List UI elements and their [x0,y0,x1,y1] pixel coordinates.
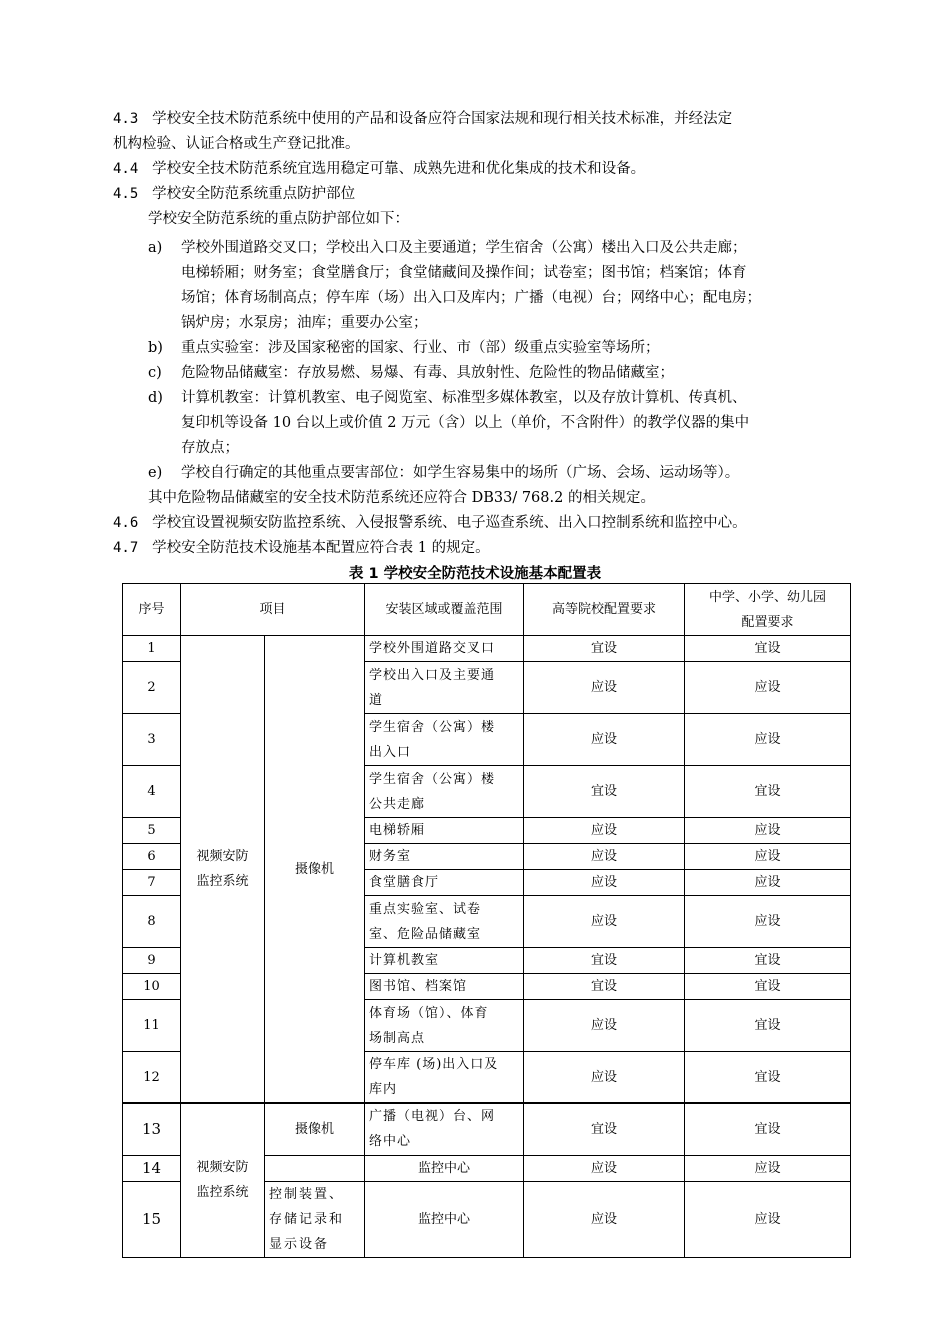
row-area-line-1: 重点实验室、试卷 [369,901,482,917]
clause-4-6 [113,513,747,533]
config-table [122,583,851,1258]
row-college: 应设 [524,1052,685,1104]
header-school-line-2: 配置要求 [741,614,794,630]
row-college: 应设 [524,896,685,948]
row-no: 14 [123,1155,181,1181]
device-line-2: 存储记录和 [269,1211,345,1227]
row-no: 6 [123,844,181,870]
device-cell: 摄像机 [265,636,365,1104]
row-area-line-2: 场制高点 [369,1030,426,1046]
list-a-line-2: 电梯轿厢；财务室；食堂膳食厅；食堂储藏间及操作间；试卷室；图书馆；档案馆；体育 [181,265,747,281]
row-school: 应设 [685,662,851,714]
list-a-line-4: 锅炉房；水泵房；油库；重要办公室； [181,315,428,331]
header-item: 项目 [181,584,365,636]
row-area-line-1: 停车库 (场)出入口及 [369,1057,499,1072]
row-school: 宜设 [685,974,851,1000]
row-school: 宜设 [685,1000,851,1052]
row-no: 3 [123,714,181,766]
row-college: 宜设 [524,948,685,974]
clause-text: 学校宜设置视频安防监控系统、入侵报警系统、电子巡查系统、出入口控制系统和监控中心。 [152,515,747,531]
row-area-line-1: 学生宿舍（公寓）楼 [369,719,496,735]
row-no: 8 [123,896,181,948]
row-area: 学校外围道路交叉口 [365,636,524,662]
table-caption: 表 1 学校安全防范技术设施基本配置表 [348,566,602,582]
device-line-3: 显示设备 [269,1236,330,1252]
row-area-line-2: 公共走廊 [369,796,426,812]
system-line-2: 监控系统 [196,1185,249,1201]
row-area [365,662,524,714]
row-school: 应设 [685,1155,851,1181]
list-a-line-1: 学校外围道路交叉口；学校出入口及主要通道；学生宿舍（公寓）楼出入口及公共走廊； [181,240,747,256]
row-school: 宜设 [685,636,851,662]
row-no: 15 [123,1181,181,1257]
row-area [365,766,524,818]
system-line-2: 监控系统 [196,874,249,889]
list-b-line-1: 重点实验室：涉及国家秘密的国家、行业、市（部）级重点实验室等场所； [181,340,660,356]
system-cell [181,1103,265,1257]
row-area: 监控中心 [365,1181,524,1257]
row-school: 应设 [685,818,851,844]
clause-number: 4.6 [113,515,139,531]
clause-4-4 [113,159,645,179]
clause-4-3-line-1 [113,109,732,129]
table-header-row [123,584,851,636]
row-no: 1 [123,636,181,662]
row-no: 5 [123,818,181,844]
header-area: 安装区域或覆盖范围 [365,584,524,636]
list-d-line-1: 计算机教室：计算机教室、电子阅览室、标准型多媒体教室，以及存放计算机、传真机、 [181,390,747,406]
row-no: 2 [123,662,181,714]
header-school-line-1: 中学、小学、幼儿园 [709,589,827,605]
header-college: 高等院校配置要求 [524,584,685,636]
list-label-e: e) [148,465,163,481]
device-cell [265,1181,365,1257]
system-line-1: 视频安防 [196,1160,249,1176]
row-area: 财务室 [365,844,524,870]
row-area: 电梯轿厢 [365,818,524,844]
row-school: 应设 [685,844,851,870]
clause-number: 4.7 [113,540,139,556]
clause-number: 4.5 [113,186,139,202]
row-school: 应设 [685,896,851,948]
list-c-line-1: 危险物品储藏室：存放易燃、易爆、有毒、具放射性、危险性的物品储藏室； [181,365,674,381]
clause-text: 学校安全防范技术设施基本配置应符合表 1 的规定。 [152,540,490,556]
row-area-line-1: 广播（电视）台、网 [369,1109,496,1125]
row-area-line-1: 体育场（馆）、体育 [369,1005,489,1021]
row-college: 应设 [524,714,685,766]
row-college: 应设 [524,662,685,714]
list-label-d: d) [148,390,163,406]
row-no: 13 [123,1103,181,1155]
row-area: 计算机教室 [365,948,524,974]
row-college: 应设 [524,844,685,870]
row-school: 应设 [685,1181,851,1257]
row-college: 宜设 [524,766,685,818]
row-school: 应设 [685,870,851,896]
row-area [365,1000,524,1052]
clause-4-5 [113,184,355,204]
clause-4-3-line-2: 机构检验、认证合格或生产登记批准。 [113,136,360,152]
row-college: 应设 [524,870,685,896]
list-label-b: b) [148,340,163,356]
row-area [365,714,524,766]
row-college: 宜设 [524,974,685,1000]
clause-number: 4.3 [113,111,139,127]
row-college: 宜设 [524,636,685,662]
row-school: 宜设 [685,766,851,818]
row-college: 应设 [524,1181,685,1257]
row-area-line-2: 室、危险品储藏室 [369,926,482,942]
row-area-line-1: 学校出入口及主要通 [369,667,496,683]
clause-4-5-note: 其中危险物品储藏室的安全技术防范系统还应符合 DB33/ 768.2 的相关规定。 [148,490,655,506]
device-line-1: 控制装置、 [269,1186,345,1202]
clause-number: 4.4 [113,161,139,177]
row-area: 监控中心 [365,1155,524,1181]
row-school: 宜设 [685,948,851,974]
row-college: 应设 [524,818,685,844]
device-cell-continued [265,1155,365,1181]
list-label-c: c) [148,365,162,381]
clause-4-5-intro: 学校安全防范系统的重点防护部位如下： [148,211,409,227]
table-row [123,636,851,662]
system-cell [181,636,265,1104]
header-school [685,584,851,636]
row-area-line-2: 络中心 [369,1134,412,1150]
row-no: 11 [123,1000,181,1052]
row-no: 10 [123,974,181,1000]
row-area [365,1103,524,1155]
row-no: 12 [123,1052,181,1104]
row-area: 食堂膳食厅 [365,870,524,896]
row-area [365,896,524,948]
row-area [365,1052,524,1104]
row-area-line-2: 道 [369,692,384,708]
device-cell: 摄像机 [265,1103,365,1155]
list-label-a: a) [148,240,163,256]
row-no: 9 [123,948,181,974]
row-school: 宜设 [685,1052,851,1104]
row-college: 宜设 [524,1103,685,1155]
row-school: 应设 [685,714,851,766]
list-e-line-1: 学校自行确定的其他重点要害部位：如学生容易集中的场所（广场、会场、运动场等）。 [181,465,740,481]
list-d-line-2: 复印机等设备 10 台以上或价值 2 万元（含）以上（单价，不含附件）的教学仪器的集中 [181,415,750,431]
row-college: 应设 [524,1000,685,1052]
clause-text: 学校安全技术防范系统宜选用稳定可靠、成熟先进和优化集成的技术和设备。 [152,161,646,177]
clause-4-7 [113,538,490,558]
list-a-line-3: 场馆；体育场制高点；停车库（场）出入口及库内；广播（电视）台；网络中心；配电房； [181,290,761,306]
system-line-1: 视频安防 [196,849,249,864]
row-area: 图书馆、档案馆 [365,974,524,1000]
row-school: 宜设 [685,1103,851,1155]
row-no: 7 [123,870,181,896]
header-no: 序号 [123,584,181,636]
table-row [123,1103,851,1155]
row-college: 应设 [524,1155,685,1181]
row-no: 4 [123,766,181,818]
row-area-line-2: 库内 [369,1082,398,1097]
row-area-line-1: 学生宿舍（公寓）楼 [369,771,496,787]
clause-text: 学校安全技术防范系统中使用的产品和设备应符合国家法规和现行相关技术标准，并经法定 [152,111,733,127]
clause-text: 学校安全防范系统重点防护部位 [152,186,356,202]
list-d-line-3: 存放点； [181,440,239,456]
row-area-line-2: 出入口 [369,744,412,760]
